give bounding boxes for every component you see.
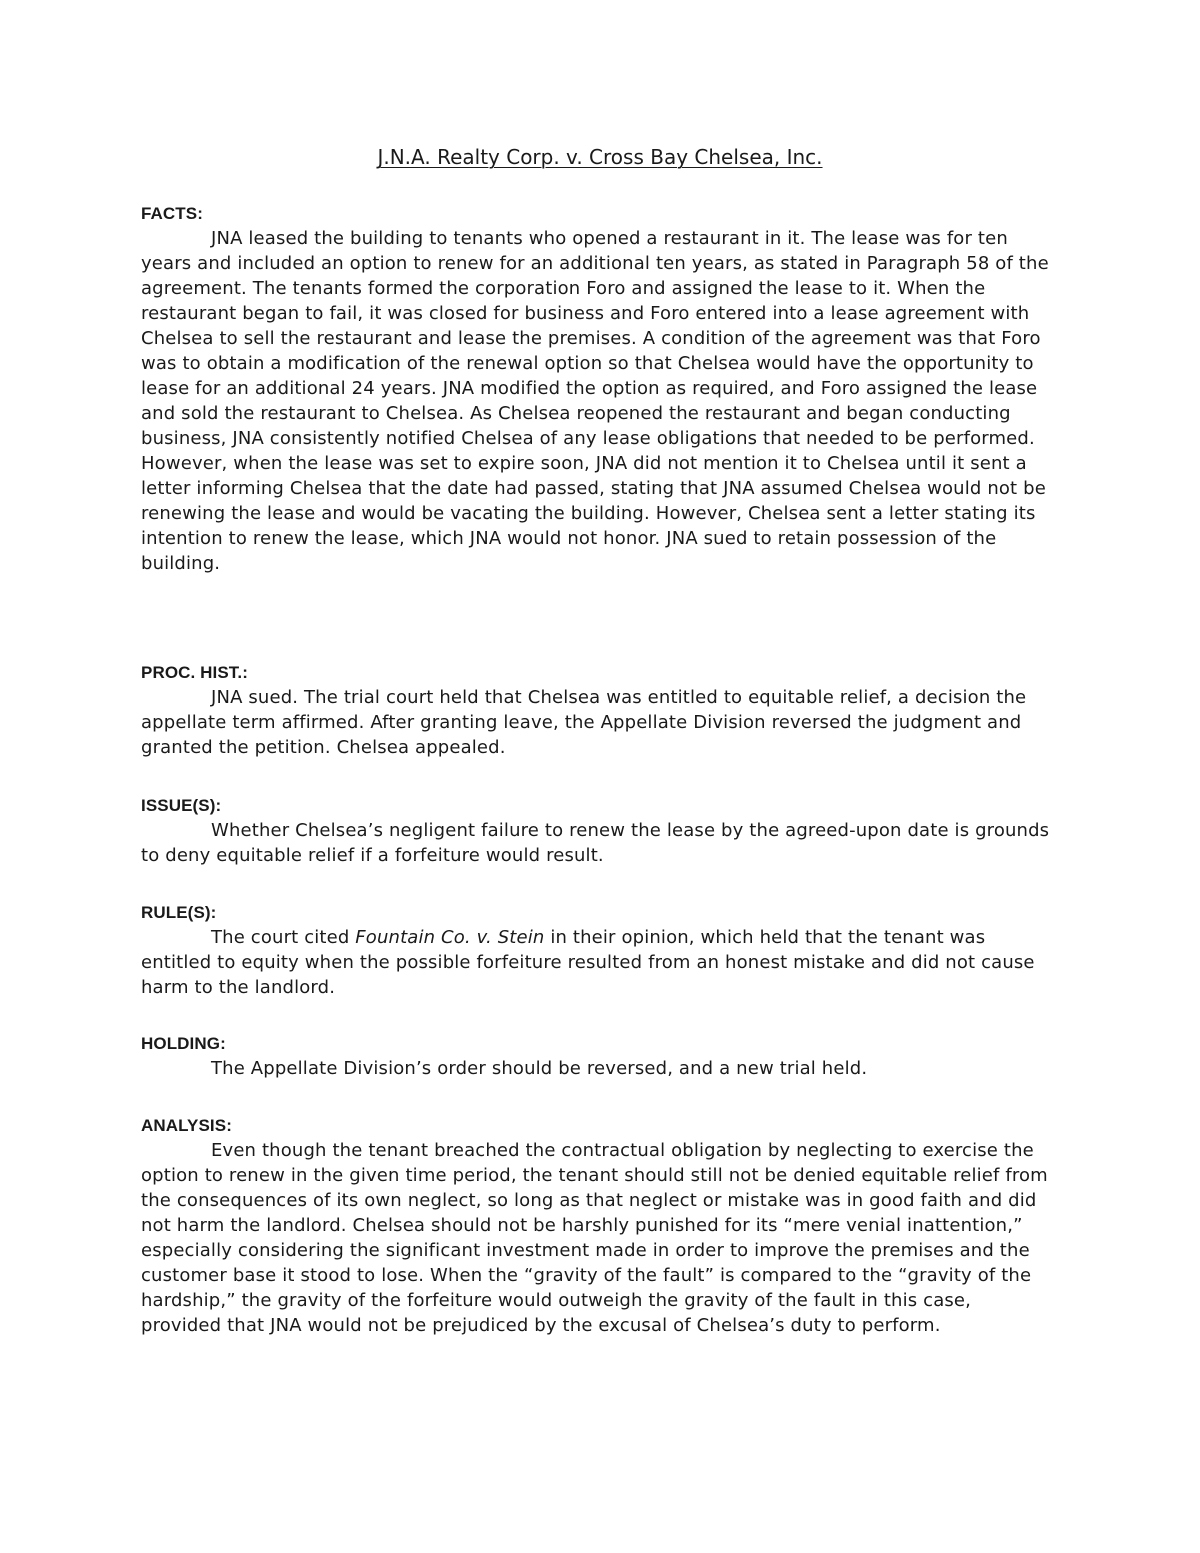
analysis-text: Even though the tenant breached the contractual obligation by neglecting to exercise the option to renew in the given time period, the tenant should still not be denied equitable relief from the consequences of its own neglect, so long as that neglect or mistake was in good faith and did not harm the landlord. Chelsea should not be harshly punished for its “mere venial inattention,” especially considering the significant investment made in order to improve the premises and the customer base it stood to lose. When the “gravity of the fault” is compared to the “gravity of the hardship,” the gravity of the forfeiture would outweigh the gravity of the fault in this case, provided that JNA would not be prejudiced by the excusal of Chelsea’s duty to perform. <box>141 1140 1048 1336</box>
rules-heading: RULE(S): <box>141 903 217 922</box>
holding-text: The Appellate Division’s order should be reversed, and a new trial held. <box>211 1058 868 1079</box>
holding-section <box>141 1031 1056 1081</box>
issues-text: Whether Chelsea’s negligent failure to renew the lease by the agreed-upon date is grounds to deny equitable relief if a forfeiture would result. <box>141 820 1050 866</box>
issues-section <box>141 793 1056 868</box>
analysis-section <box>141 1113 1056 1338</box>
rules-text-before: The court cited <box>211 927 356 948</box>
facts-heading: FACTS: <box>141 204 203 223</box>
procedural-history-section <box>141 660 1056 760</box>
case-title: J.N.A. Realty Corp. v. Cross Bay Chelsea, Inc. <box>377 145 823 169</box>
rules-text-after: in their opinion, which held that the tenant was entitled to equity when the possible forfeiture resulted from an honest mistake and did not cause harm to the landlord. <box>141 927 1035 998</box>
procedural-history-heading: PROC. HIST.: <box>141 663 248 682</box>
issues-heading: ISSUE(S): <box>141 796 222 815</box>
cited-case-name: Fountain Co. v. Stein <box>355 927 545 948</box>
rules-text <box>141 925 1056 1000</box>
procedural-history-text: JNA sued. The trial court held that Chelsea was entitled to equitable relief, a decision the appellate term affirmed. After granting leave, the Appellate Division reversed the judgment and granted the petition. Chelsea appealed. <box>141 687 1027 758</box>
analysis-heading: ANALYSIS: <box>141 1116 232 1135</box>
facts-text: JNA leased the building to tenants who opened a restaurant in it. The lease was for ten years and included an option to renew for an additional ten years, as stated in Paragraph 58 of the agreement. The tenants formed the corporation Foro and assigned the lease to it. When the restaurant began to fail, it was closed for business and Foro entered into a lease agreement with Chelsea to sell the restaurant and lease the premises. A condition of the agreement was that Foro was to obtain a modification of the renewal option so that Chelsea would have the opportunity to lease for an additional 24 years. JNA modified the option as required, and Foro assigned the lease and sold the restaurant to Chelsea. As Chelsea reopened the restaurant and began conducting business, JNA consistently notified Chelsea of any lease obligations that needed to be performed. However, when the lease was set to expire soon, JNA did not mention it to Chelsea until it sent a letter informing Chelsea that the date had passed, stating that JNA assumed Chelsea would not be renewing the lease and would be vacating the building. However, Chelsea sent a letter stating its intention to renew the lease, which JNA would not honor. JNA sued to retain possession of the building. <box>141 228 1049 574</box>
facts-section <box>141 201 1056 576</box>
holding-heading: HOLDING: <box>141 1034 226 1053</box>
rules-section <box>141 900 1056 1000</box>
